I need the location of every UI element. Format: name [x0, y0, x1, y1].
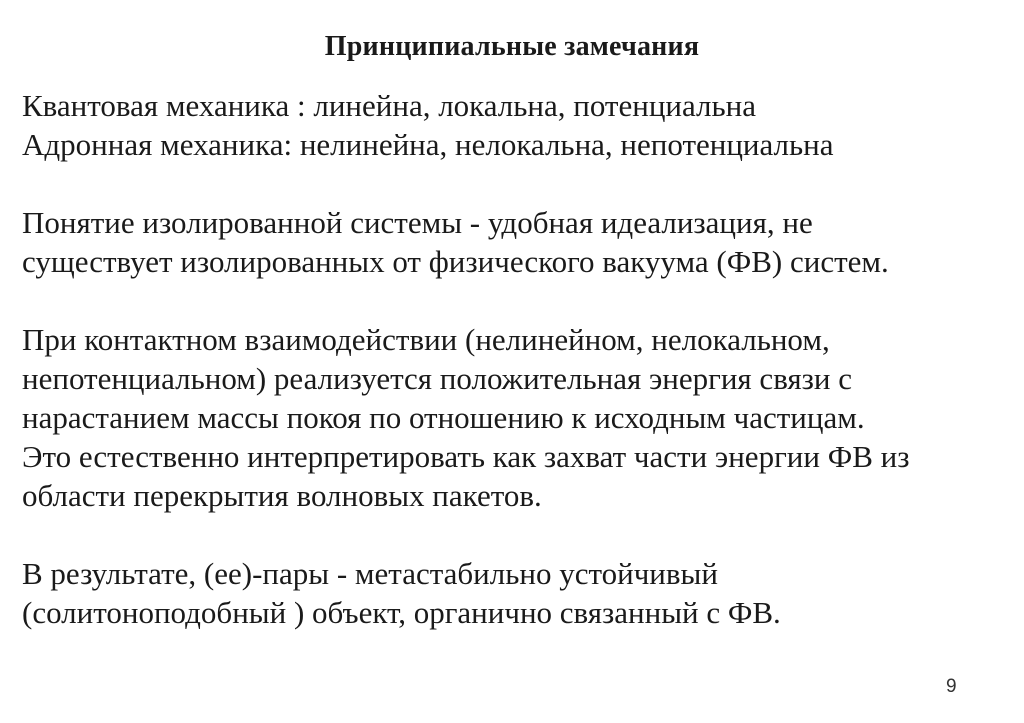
paragraph-contact-interaction — [22, 320, 1012, 515]
text-line: нарастанием массы покоя по отношению к исходным частицам. — [22, 400, 865, 435]
paragraph-mechanics — [22, 86, 1012, 164]
text-line: области перекрытия волновых пакетов. — [22, 478, 542, 513]
paragraph-gap — [22, 515, 1012, 554]
text-line: Понятие изолированной системы - удобная идеализация, не — [22, 205, 813, 240]
paragraph-gap — [22, 281, 1012, 320]
slide-body — [22, 86, 1012, 632]
text-line: Адронная механика: нелинейна, нелокальна, непотенциальна — [22, 127, 834, 162]
text-line: непотенциальном) реализуется положительная энергия связи с — [22, 361, 853, 396]
slide-title: Принципиальные замечания — [324, 31, 700, 62]
paragraph-conclusion — [22, 554, 1012, 632]
paragraph-gap — [22, 164, 1012, 203]
text-line: Это естественно интерпретировать как захват части энергии ФВ из — [22, 439, 910, 474]
page-number: 9 — [946, 676, 957, 697]
text-line: существует изолированных от физического вакуума (ФВ) систем. — [22, 244, 889, 279]
paragraph-isolated-system — [22, 203, 1012, 281]
text-line: (солитоноподобный ) объект, органично связанный с ФВ. — [22, 595, 781, 630]
text-line: В результате, (ее)-пары - метастабильно устойчивый — [22, 556, 718, 591]
text-line: Квантовая механика : линейна, локальна, потенциальна — [22, 88, 756, 123]
text-line: При контактном взаимодействии (нелинейном, нелокальном, — [22, 322, 830, 357]
